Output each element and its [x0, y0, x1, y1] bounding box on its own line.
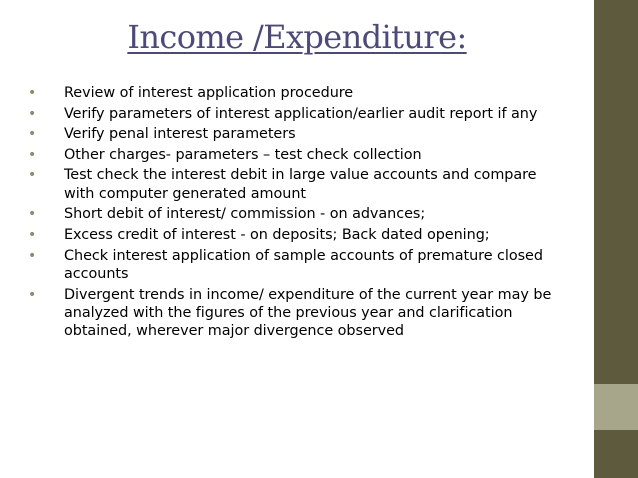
bullet-icon: •: [28, 105, 37, 122]
bullet-item: [30, 286, 570, 341]
bullet-icon: •: [28, 146, 37, 163]
bullet-item: [30, 247, 570, 284]
bullet-text: Test check the interest debit in large value accounts and compare with computer generated amount: [64, 167, 537, 202]
bullet-text: Short debit of interest/ commission - on advances;: [64, 206, 426, 223]
bullet-item: [30, 125, 570, 143]
bullet-text: Divergent trends in income/ expenditure of the current year may be analyzed with the figures of the previous year and clarification obtained, wherever major divergence observed: [64, 286, 552, 340]
bullet-icon: •: [28, 85, 37, 101]
slide-title: [0, 14, 594, 60]
bullet-item: [30, 105, 570, 123]
bullet-icon: •: [28, 126, 37, 143]
bullet-text: Verify parameters of interest application/earlier audit report if any: [64, 105, 538, 122]
bullet-icon: •: [28, 226, 37, 243]
bullet-text: Excess credit of interest - on deposits; Back dated opening;: [64, 226, 490, 243]
bullet-text: Verify penal interest parameters: [64, 126, 296, 143]
bullet-item: [30, 146, 570, 164]
bullet-icon: •: [28, 206, 37, 223]
bullet-icon: •: [28, 247, 37, 264]
bullet-item: [30, 166, 570, 203]
bullet-list: [30, 84, 570, 343]
bullet-item: [30, 226, 570, 244]
bullet-item: [30, 205, 570, 223]
bullet-icon: •: [28, 167, 37, 184]
bullet-text: Review of interest application procedure: [64, 85, 354, 101]
bullet-icon: •: [28, 286, 37, 303]
bullet-text: Other charges- parameters – test check collection: [64, 146, 422, 163]
bullet-item: [30, 84, 570, 102]
slide-title-text: Income /Expenditure:: [127, 18, 467, 56]
bullet-text: Check interest application of sample accounts of premature closed accounts: [64, 247, 543, 282]
decorative-sidebar-accent: [594, 384, 638, 430]
